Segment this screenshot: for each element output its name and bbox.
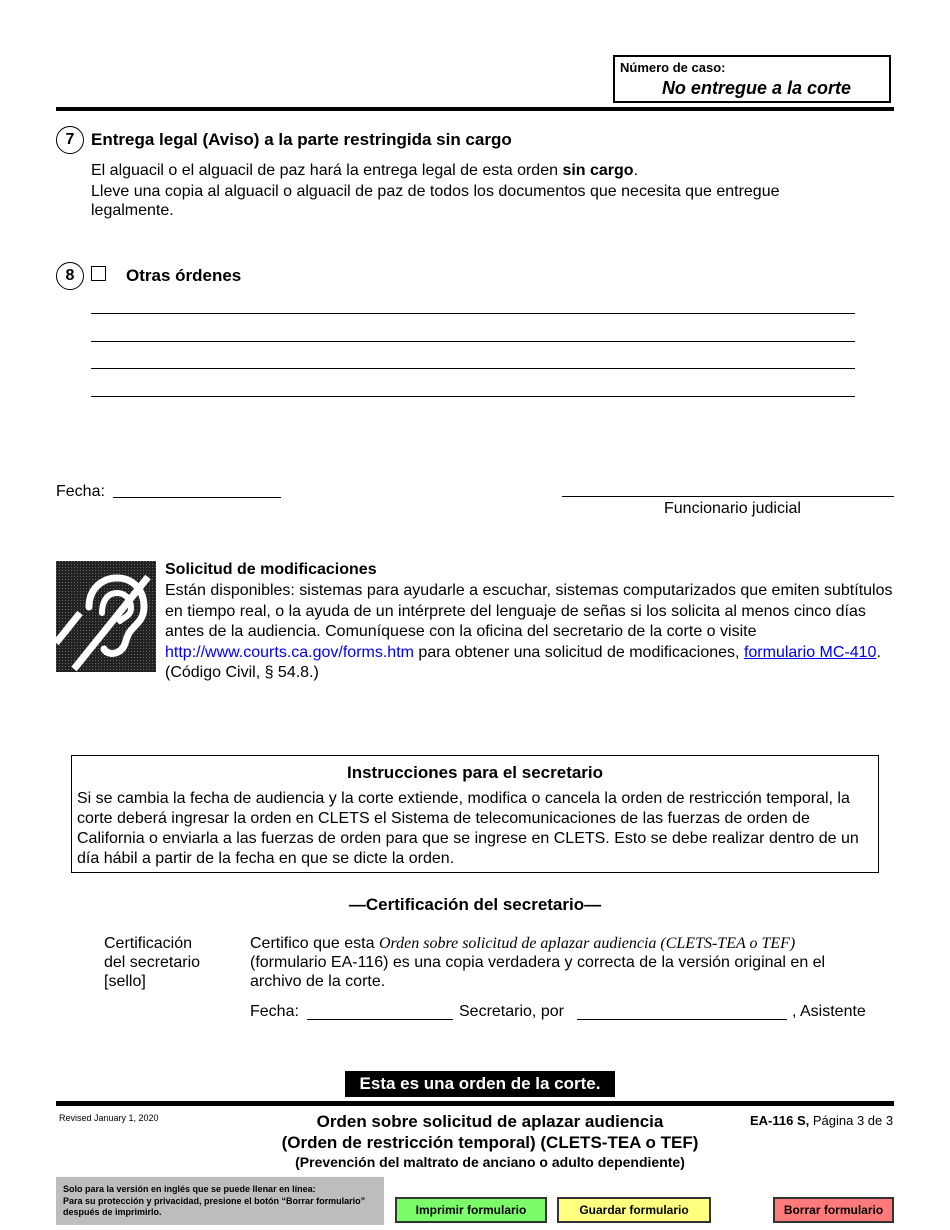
cert-date-line[interactable] — [307, 1019, 453, 1020]
section-7-line2: Lleve una copia al alguacil o alguacil de paz de todos los documentos que necesita que entregue legalmente. — [91, 183, 780, 219]
cert-clerk-line[interactable] — [577, 1019, 787, 1020]
section-7-number: 7 — [56, 126, 84, 154]
date-label: Fecha: — [56, 483, 105, 500]
section-7-title: Entrega legal (Aviso) a la parte restringida sin cargo — [91, 130, 512, 149]
court-order-banner: Esta es una orden de la corte. — [345, 1071, 615, 1097]
clerk-instructions-text: Si se cambia la fecha de audiencia y la corte extiende, modifica o cancela la orden de restricción temporal, la corte deberá ingresar la orden en CLETS el Sistema de telecomunicaciones de las fuerzas de orden de California o enviarla a las fuerzas de orden para que se ingrese en CLETS. Esto se debe realizar dentro de un día hábil a partir de la fecha en que se dicte la orden. — [77, 790, 859, 867]
date-line[interactable] — [113, 497, 281, 498]
certification-heading: —Certificación del secretario— — [348, 895, 602, 914]
accommodations-title: Solicitud de modificaciones — [165, 561, 377, 578]
other-orders-line[interactable] — [91, 396, 855, 397]
revised-date: Revised January 1, 2020 — [59, 1113, 159, 1123]
cert-clerk-label: Secretario, por — [459, 1003, 564, 1020]
footer-rule — [56, 1101, 894, 1106]
other-orders-line[interactable] — [91, 313, 855, 314]
judicial-officer-signature-line[interactable] — [562, 496, 894, 497]
clear-form-button[interactable]: Borrar formulario — [773, 1197, 894, 1223]
seal-label: Certificación del secretario [sello] — [104, 935, 201, 990]
other-orders-line[interactable] — [91, 341, 855, 342]
cert-date-label: Fecha: — [250, 1003, 299, 1020]
form-mc410-link[interactable]: formulario MC-410 — [743, 643, 877, 661]
form-page-info: EA-116 S, Página 3 de 3 — [750, 1113, 894, 1128]
cert-deputy-label: , Asistente — [792, 1003, 866, 1020]
footer-form-title: Orden sobre solicitud de aplazar audiencia (Orden de restricción temporal) (CLETS-TEA o TEF) (Prevención del maltrato de anciano o adulto dependiente) — [281, 1112, 699, 1170]
save-form-button[interactable]: Guardar formulario — [557, 1197, 711, 1223]
print-form-button[interactable]: Imprimir formulario — [395, 1197, 547, 1223]
courts-forms-link[interactable]: http://www.courts.ca.gov/forms.htm — [165, 643, 414, 661]
section-7-line1: El alguacil o el alguacil de paz hará la entrega legal de esta orden sin cargo. — [91, 162, 639, 179]
clerk-instructions-box — [71, 755, 879, 873]
case-number-label: Número de caso: — [620, 60, 726, 75]
online-form-notice: Solo para la versión en inglés que se puede llenar en línea: Para su protección y privacidad, presione el botón “Borrar formulario” después de imprimirlo. — [56, 1177, 384, 1225]
header-rule — [56, 107, 894, 111]
judicial-officer-label: Funcionario judicial — [664, 500, 801, 517]
other-orders-checkbox[interactable] — [91, 266, 106, 281]
certification-text: Certifico que esta Orden sobre solicitud de aplazar audiencia (CLETS-TEA o TEF) (formulario EA-116) es una copia verdadera y correcta de la versión original en el archivo de la corte. — [250, 935, 826, 990]
case-number-box — [613, 55, 891, 103]
ear-icon — [56, 561, 156, 672]
case-number-value: No entregue a la corte — [661, 78, 851, 98]
section-8-number: 8 — [56, 262, 84, 290]
clerk-instructions-title: Instrucciones para el secretario — [346, 763, 604, 782]
section-8-title: Otras órdenes — [126, 266, 242, 285]
accommodations-text: Están disponibles: sistemas para ayudarle a escuchar, sistemas computarizados que emiten subtítulos en tiempo real, o la ayuda de un intérprete del lenguaje de señas si los solicita al menos cinco días antes de la audiencia. Comuníquese con la oficina del secretario de la corte o visite http://www.courts.ca.gov/forms.htm para obtener una solicitud de modificaciones, formulario MC-410. (Código Civil, § 54.8.) — [165, 582, 893, 681]
other-orders-line[interactable] — [91, 368, 855, 369]
